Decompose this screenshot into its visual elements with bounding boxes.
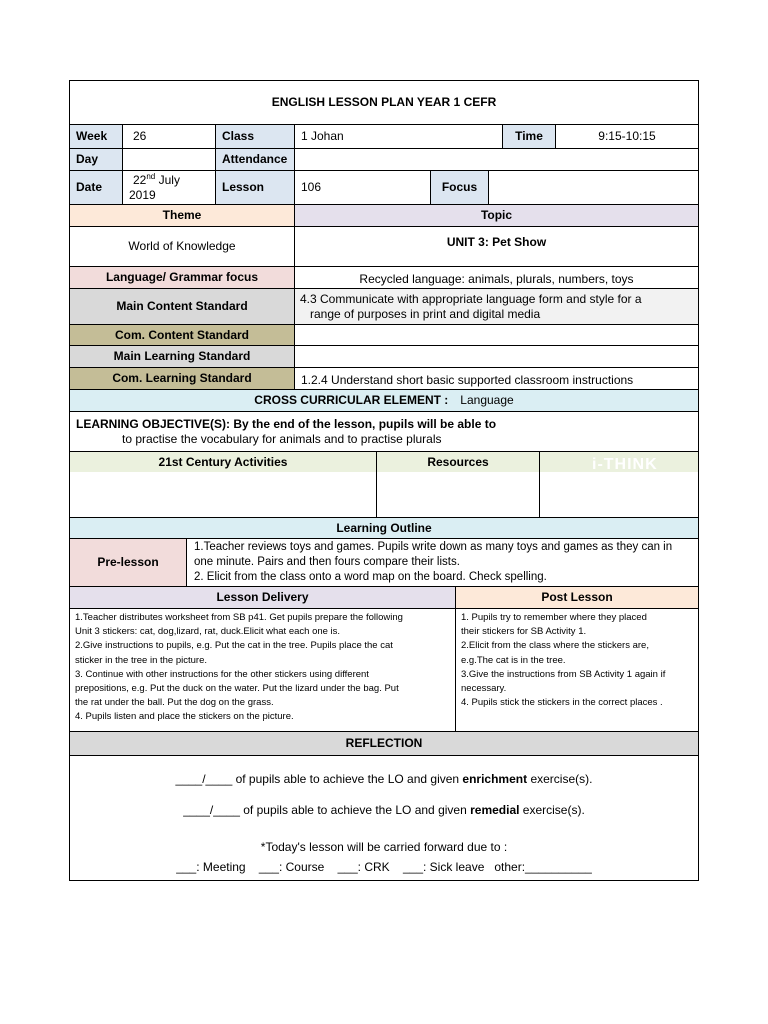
reflection-enrichment-line (176, 772, 593, 787)
lesson-plan-sheet (69, 80, 699, 881)
lesson-label: Lesson (216, 171, 295, 205)
date-suffix: nd (146, 171, 156, 181)
lesson-delivery-line: sticker in the tree in the picture. (75, 654, 208, 666)
ithink-watermark: i-THINK (592, 456, 658, 473)
lesson-delivery-line: the rat under the ball. Put the dog on the grass. (75, 697, 274, 709)
class-label: Class (216, 125, 295, 149)
post-lesson-label: Post Lesson (456, 587, 698, 609)
resources-value[interactable] (377, 472, 540, 518)
week-value[interactable]: 26 (123, 125, 216, 149)
reflection-label: REFLECTION (70, 732, 698, 756)
day-value[interactable] (123, 149, 216, 171)
post-lesson-line: 3.Give the instructions from SB Activity 1 again if (461, 668, 666, 680)
lesson-delivery-line: 2.Give instructions to pupils, e.g. Put the cat in the tree. Pupils place the cat (75, 640, 393, 652)
pre-lesson-content[interactable] (187, 539, 698, 587)
reflection-remedial-pre: ____/____ of pupils able to achieve the LO and given (183, 803, 471, 817)
com-content-standard-label: Com. Content Standard (70, 325, 295, 346)
attendance-label: Attendance (216, 149, 295, 171)
lesson-delivery-line: prepositions, e.g. Put the duck on the water. Put the lizard under the bag. Put (75, 683, 399, 695)
post-lesson-line: 2.Elicit from the class where the stickers are, (461, 640, 649, 652)
main-content-standard-line2: range of purposes in print and digital media (310, 306, 541, 321)
topic-label: Topic (295, 205, 698, 227)
class-value[interactable]: 1 Johan (295, 125, 503, 149)
c21-activities-label: 21st Century Activities (70, 452, 377, 472)
lesson-delivery-line: Unit 3 stickers: cat, dog,lizard, rat, duck.Elicit what each one is. (75, 626, 341, 638)
reflection-enrichment-post: exercise(s). (527, 772, 593, 786)
main-learning-standard-label: Main Learning Standard (70, 346, 295, 368)
week-label: Week (70, 125, 123, 149)
reflection-enrichment-bold: enrichment (462, 772, 528, 786)
cross-curricular-row (70, 390, 698, 412)
com-content-standard-value[interactable] (295, 325, 698, 346)
theme-label: Theme (70, 205, 295, 227)
date-month: July (155, 172, 180, 187)
lesson-value[interactable]: 106 (295, 171, 431, 205)
language-focus-label: Language/ Grammar focus (70, 267, 295, 289)
date-line1 (129, 173, 180, 188)
post-lesson-line: 4. Pupils stick the stickers in the correct places . (461, 697, 663, 709)
cross-curricular-value[interactable]: Language (460, 393, 514, 407)
page-title: ENGLISH LESSON PLAN YEAR 1 CEFR (70, 81, 698, 125)
pre-lesson-line1: 1.Teacher reviews toys and games. Pupils write down as many toys and games as they can in (194, 541, 673, 553)
learning-objective-value: to practise the vocabulary for animals and to practise plurals (122, 431, 442, 446)
focus-value[interactable] (489, 171, 698, 205)
reflection-remedial-bold: remedial (470, 803, 520, 817)
reflection-content[interactable] (70, 756, 698, 880)
com-learning-standard-label: Com. Learning Standard (70, 368, 295, 390)
reflection-reasons: ___: Meeting ___: Course ___: CRK ___: Sick leave other:__________ (176, 860, 592, 874)
reflection-remedial-post: exercise(s). (519, 803, 585, 817)
lesson-delivery-line: 4. Pupils listen and place the stickers on the picture. (75, 711, 294, 723)
learning-objective-label: LEARNING OBJECTIVE(S): By the end of the lesson, pupils will be able to (76, 416, 497, 431)
lesson-delivery-content[interactable] (70, 609, 456, 732)
post-lesson-line: e.g.The cat is in the tree. (461, 654, 566, 666)
reflection-enrichment-pre: ____/____ of pupils able to achieve the LO and given (175, 772, 463, 786)
date-label: Date (70, 171, 123, 205)
main-content-standard-label: Main Content Standard (70, 289, 295, 325)
main-content-standard-value[interactable] (295, 289, 698, 325)
reflection-remedial-line (183, 803, 585, 818)
time-label: Time (503, 125, 556, 149)
pre-lesson-line2: one minute. Pairs and then fours compare their lists. (194, 556, 460, 568)
ithink-value[interactable] (540, 472, 698, 518)
resources-label: Resources (377, 452, 540, 472)
post-lesson-line: necessary. (461, 683, 507, 695)
main-learning-standard-value[interactable] (295, 346, 698, 368)
attendance-value[interactable] (295, 149, 698, 171)
date-value[interactable] (123, 171, 216, 205)
com-learning-standard-value[interactable]: 1.2.4 Understand short basic supported classroom instructions (295, 368, 698, 390)
pre-lesson-line3: 2. Elicit from the class onto a word map on the board. Check spelling. (194, 571, 547, 583)
reflection-carry-forward: *Today's lesson will be carried forward due to : (260, 840, 508, 854)
time-value[interactable]: 9:15-10:15 (556, 125, 698, 149)
day-label: Day (70, 149, 123, 171)
main-content-standard-line1: 4.3 Communicate with appropriate language form and style for a (300, 291, 642, 306)
focus-label: Focus (431, 171, 489, 205)
pre-lesson-label: Pre-lesson (70, 539, 187, 587)
post-lesson-line: 1. Pupils try to remember where they placed (461, 612, 647, 623)
date-day: 22 (133, 172, 147, 187)
lesson-delivery-line: 1.Teacher distributes worksheet from SB p41. Get pupils prepare the following (75, 612, 403, 623)
learning-outline-label: Learning Outline (70, 518, 698, 539)
topic-value[interactable]: UNIT 3: Pet Show (295, 227, 698, 267)
theme-value[interactable]: World of Knowledge (70, 227, 295, 267)
cross-curricular-label: CROSS CURRICULAR ELEMENT : (254, 393, 449, 407)
learning-objective[interactable] (70, 412, 698, 452)
post-lesson-line: their stickers for SB Activity 1. (461, 626, 587, 638)
date-year: 2019 (129, 187, 156, 202)
c21-activities-value[interactable] (70, 472, 377, 518)
post-lesson-content[interactable] (456, 609, 698, 732)
lesson-delivery-label: Lesson Delivery (70, 587, 456, 609)
lesson-delivery-line: 3. Continue with other instructions for the other stickers using different (75, 668, 369, 680)
language-focus-value[interactable]: Recycled language: animals, plurals, numbers, toys (295, 267, 698, 289)
